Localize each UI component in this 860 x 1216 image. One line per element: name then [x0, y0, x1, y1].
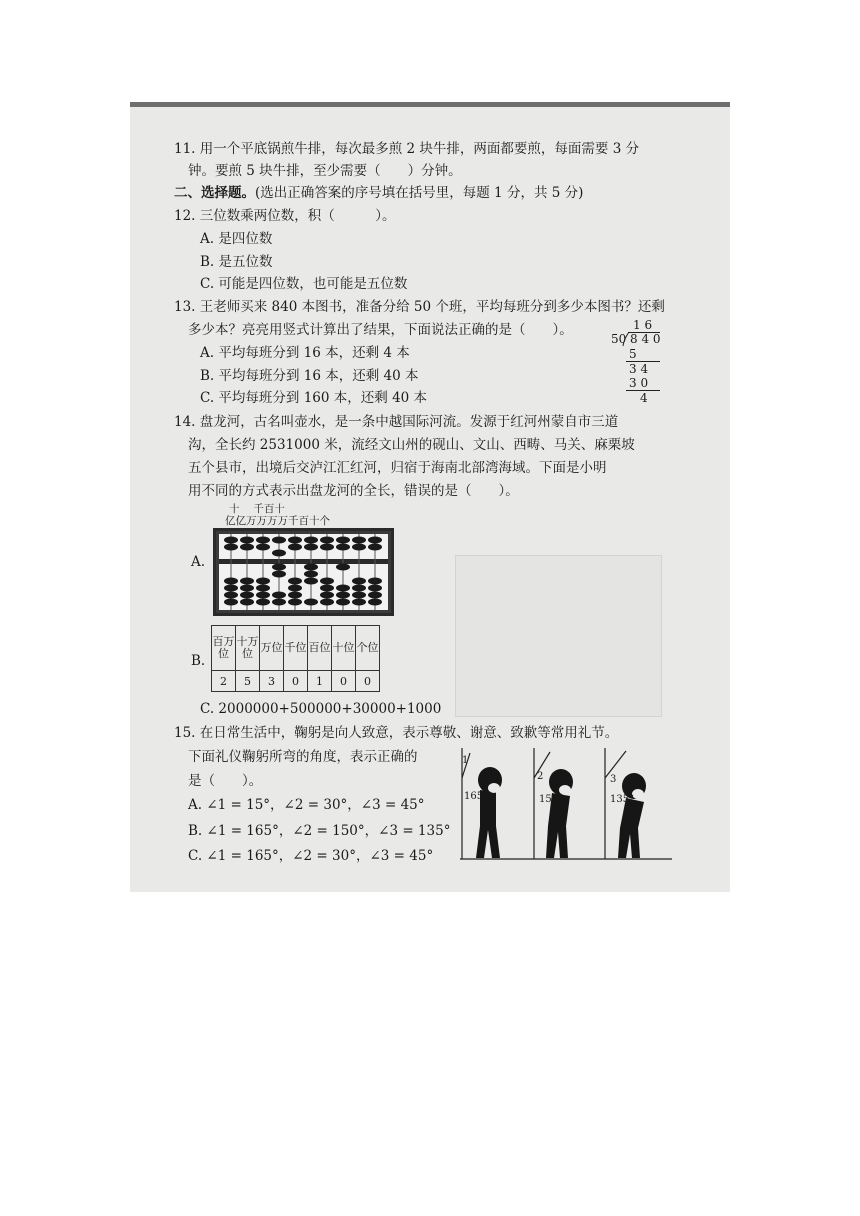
q13-option-b: B. 平均每班分到 16 本，还剩 40 本 [200, 368, 419, 384]
section2-note: (选出正确答案的序号填在括号里，每题 1 分，共 5 分) [255, 185, 584, 201]
table-value-cell: 0 [284, 671, 308, 692]
q15-option-a: A. ∠1 = 15°，∠2 = 30°，∠3 = 45° [188, 797, 425, 813]
division-step3: 3 0 [629, 376, 649, 390]
abacus-beads [219, 534, 388, 610]
bleed-through-shadow [455, 555, 662, 717]
q14-line4: 用不同的方式表示出盘龙河的全长，错误的是（ ）。 [188, 483, 519, 499]
table-header-cell: 十万位 [236, 626, 260, 671]
fig-label-2: 2 [537, 771, 544, 782]
q14-line3: 五个县市，出境后交泸江汇红河，归宿于海南北部湾海域。下面是小明 [188, 460, 607, 476]
q15-option-c: C. ∠1 = 165°，∠2 = 30°，∠3 = 45° [188, 848, 434, 864]
q13-option-c: C. 平均每班分到 160 本，还剩 40 本 [200, 390, 428, 406]
fig-angle-3: 135° [610, 794, 635, 805]
section2-heading [174, 184, 583, 202]
q15-line1: 15. 在日常生活中，鞠躬是向人致意，表示尊敬、谢意、致歉等常用礼节。 [174, 725, 619, 741]
table-value-cell: 2 [212, 671, 236, 692]
table-value-cell: 1 [308, 671, 332, 692]
abacus-frame [219, 534, 388, 610]
q15-line3: 是（ ）。 [188, 773, 263, 789]
division-dividend: 8 4 0 [630, 332, 661, 346]
table-value-cell: 0 [332, 671, 356, 692]
q12-stem: 12. 三位数乘两位数，积（ ）。 [174, 208, 396, 224]
abacus-labels-bottom: 亿亿万万万万千百十个 [225, 515, 330, 527]
q13-line1: 13. 王老师买来 840 本图书，准备分给 50 个班，平均每班分到多少本图书？还剩 [174, 299, 665, 315]
q14-option-b-label: B. [191, 653, 206, 669]
table-header-cell: 个位 [356, 626, 380, 671]
q13-option-a: A. 平均每班分到 16 本，还剩 4 本 [200, 345, 410, 361]
division-remainder: 4 [640, 391, 648, 405]
q14-line1: 14. 盘龙河，古名叫壶水，是一条中越国际河流。发源于红河州蒙自市三道 [174, 414, 619, 430]
table-header-cell: 万位 [260, 626, 284, 671]
q12-option-c: C. 可能是四位数，也可能是五位数 [200, 276, 408, 292]
table-header-cell: 百万位 [212, 626, 236, 671]
table-header-cell: 十位 [332, 626, 356, 671]
fig-angle-2: 150° [539, 794, 564, 805]
fig-angle-1: 165° [464, 791, 489, 802]
q11-line2: 钟。要煎 5 块牛排，至少需要（ ）分钟。 [188, 163, 462, 179]
abacus-labels-top: 十 千百十 [229, 503, 285, 515]
table-value-cell: 3 [260, 671, 284, 692]
q14-option-c: C. 2000000+500000+30000+1000 [200, 701, 442, 717]
table-value-cell: 0 [356, 671, 380, 692]
abacus [213, 528, 394, 616]
division-bracket-curve [622, 331, 630, 347]
q14-line2: 沟，全长约 2531000 米，流经文山州的砚山、文山、西畴、马关、麻栗坡 [188, 437, 635, 453]
table-value-cell: 5 [236, 671, 260, 692]
table-header-cell: 千位 [284, 626, 308, 671]
section2-title: 二、选择题。 [174, 185, 255, 201]
table-header-cell: 百位 [308, 626, 332, 671]
q12-option-b: B. 是五位数 [200, 254, 273, 270]
fig-label-3: 3 [610, 774, 617, 785]
q14-option-a-label: A. [191, 554, 206, 570]
q15-option-b: B. ∠1 = 165°，∠2 = 150°，∠3 = 135° [188, 823, 451, 839]
bowing-figures [460, 748, 672, 860]
q13-line2: 多少本？亮亮用竖式计算出了结果，下面说法正确的是（ ）。 [188, 322, 573, 338]
division-step2: 3 4 [629, 362, 649, 376]
division-step1: 5 [629, 347, 637, 361]
q11-line1: 11. 用一个平底锅煎牛排，每次最多煎 2 块牛排，两面都要煎，每面需要 3 分 [174, 141, 640, 157]
place-value-table [211, 625, 380, 692]
division-quotient: 1 6 [633, 318, 653, 332]
q15-line2: 下面礼仪鞠躬所弯的角度，表示正确的 [188, 749, 418, 765]
q12-option-a: A. 是四位数 [200, 231, 273, 247]
fig-label-1: 1 [462, 755, 469, 766]
division-divisor: 50 [611, 332, 627, 346]
